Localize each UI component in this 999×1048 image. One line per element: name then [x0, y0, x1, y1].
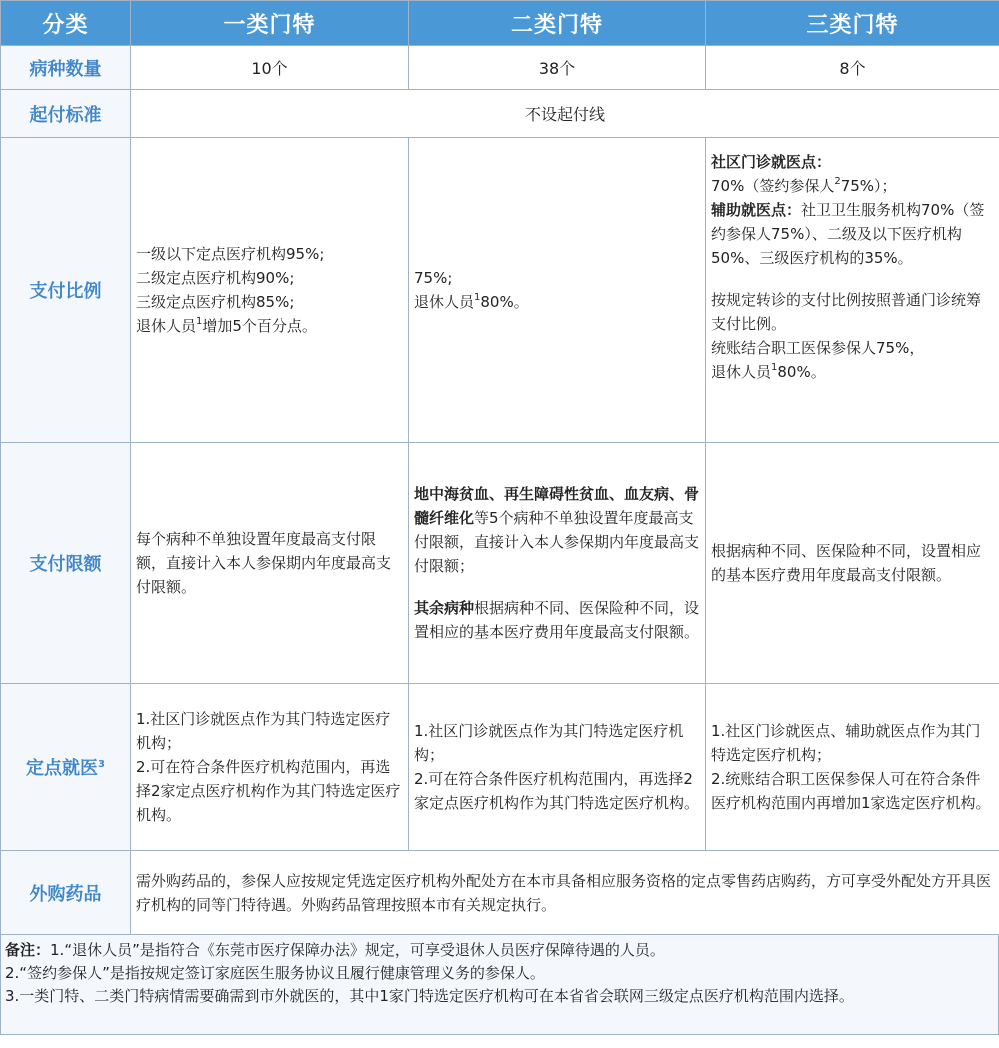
spacer [711, 270, 994, 288]
designated-type1-item1: 1.社区门诊就医点作为其门特选定医疗机构； [136, 710, 391, 752]
disease-count-type2: 38个 [409, 46, 706, 90]
designated-type3-item1: 1.社区门诊就医点、辅助就医点作为其门特选定医疗机构； [711, 722, 981, 764]
footnote-1-marker: 1 [771, 362, 778, 373]
notes-title: 备注： [5, 941, 51, 959]
designated-label: 定点就医 [26, 758, 99, 779]
footnote-1-marker: 1 [196, 316, 203, 327]
footnotes [0, 935, 999, 1035]
row-label-payment-ratio: 支付比例 [1, 138, 131, 443]
row-designated [1, 684, 999, 851]
limit-type2-text1: 等5个病种不单独设置年度最高支付限额，直接计入本人参保期内年度最高支付限额； [414, 509, 700, 575]
community-ratio-signed: 75%）； [840, 177, 897, 195]
ratio-type3-retiree [711, 360, 994, 384]
external-drugs-text: 需外购药品的，参保人应按规定凭选定医疗机构外配处方在本市具备相应服务资格的定点零售药店购药，方可享受外配处方开具医疗机构的同等门特待遇。外购药品管理按照本市有关规定执行。 [131, 851, 999, 935]
limit-type2-text2: 根据病种不同、医保险种不同，设置相应的基本医疗费用年度最高支付限额。 [414, 599, 700, 641]
row-label-external-drugs: 外购药品 [1, 851, 131, 935]
aux-point-title: 辅助就医点： [711, 201, 802, 219]
ratio-type1-line1: 一级以下定点医疗机构95%; [136, 245, 325, 263]
row-label-disease-count: 病种数量 [1, 46, 131, 90]
limit-type2-part2 [414, 596, 700, 644]
ratio-type1-line4 [136, 314, 403, 338]
payment-ratio-type3 [706, 138, 999, 443]
limit-type2-bold1: 地中海贫血、再生障碍性贫血、血友病、骨髓纤维化 [414, 485, 700, 527]
note-1-text: 1.“退休人员”是指符合《东莞市医疗保障办法》规定，可享受退休人员医疗保障待遇的人员。 [50, 941, 665, 959]
row-deductible [1, 90, 999, 138]
payment-ratio-type2 [409, 138, 706, 443]
ratio-type1-retiree-label: 退休人员 [136, 317, 197, 335]
row-payment-ratio [1, 138, 999, 443]
payment-limit-type1: 每个病种不单独设置年度最高支付限额，直接计入本人参保期内年度最高支付限额。 [131, 443, 409, 684]
note-2: 2.“签约参保人”是指按规定签订家庭医生服务协议且履行健康管理义务的参保人。 [5, 964, 545, 982]
ratio-type2-retiree-text: 80%。 [480, 293, 529, 311]
footnote-3-marker: 3 [98, 759, 105, 770]
ratio-type1-line2: 二级定点医疗机构90%; [136, 269, 295, 287]
ratio-type3-community [711, 174, 994, 198]
limit-type2-bold2: 其余病种 [414, 599, 475, 617]
ratio-type3-aux [711, 198, 994, 270]
designated-type1 [131, 684, 409, 851]
designated-type3 [706, 684, 999, 851]
footnote-1-marker: 1 [474, 292, 481, 303]
ratio-type2-line1: 75%; [414, 269, 453, 287]
ratio-type1-line3: 三级定点医疗机构85%; [136, 293, 295, 311]
community-point-title: 社区门诊就医点： [711, 153, 832, 171]
header-type3: 三类门特 [706, 1, 999, 46]
header-category: 分类 [1, 1, 131, 46]
ratio-type3-retiree-text: 80%。 [777, 363, 826, 381]
header-row [1, 1, 999, 46]
ratio-type3-retiree-label: 退休人员 [711, 363, 772, 381]
designated-type2-item2: 2.可在符合条件医疗机构范围内，再选择2家定点医疗机构作为其门特选定医疗机构。 [414, 770, 700, 812]
ratio-type3-combined: 统账结合职工医保参保人75%， [711, 339, 925, 357]
payment-limit-type2 [409, 443, 706, 684]
payment-ratio-type1 [131, 138, 409, 443]
header-type2: 二类门特 [409, 1, 706, 46]
row-label-designated [1, 684, 131, 851]
row-disease-count [1, 46, 999, 90]
limit-type2-part1 [414, 482, 700, 578]
row-payment-limit [1, 443, 999, 684]
row-label-deductible: 起付标准 [1, 90, 131, 138]
footnote-2-marker: 2 [834, 176, 841, 187]
row-label-payment-limit: 支付限额 [1, 443, 131, 684]
community-ratio-text: 70%（签约参保人 [711, 177, 835, 195]
disease-count-type1: 10个 [131, 46, 409, 90]
designated-type1-item2: 2.可在符合条件医疗机构范围内，再选择2家定点医疗机构作为其门特选定医疗机构。 [136, 758, 401, 824]
spacer [414, 578, 700, 596]
note-3: 3.一类门特、二类门特病情需要确需到市外就医的，其中1家门特选定医疗机构可在本省省会联网三级定点医疗机构范围内选择。 [5, 987, 854, 1005]
ratio-type1-retiree-text: 增加5个百分点。 [202, 317, 317, 335]
disease-count-type3: 8个 [706, 46, 999, 90]
note-1 [5, 939, 993, 962]
aux-point-text: 社卫卫生服务机构70%（签约参保人75%）、二级及以下医疗机构50%、三级医疗机构的35%。 [711, 201, 985, 267]
ratio-type2-line2 [414, 290, 700, 314]
designated-type2-item1: 1.社区门诊就医点作为其门特选定医疗机构； [414, 722, 684, 764]
ratio-type2-retiree-label: 退休人员 [414, 293, 475, 311]
payment-limit-type3: 根据病种不同、医保险种不同，设置相应的基本医疗费用年度最高支付限额。 [706, 443, 999, 684]
designated-type2 [409, 684, 706, 851]
row-external-drugs [1, 851, 999, 935]
ratio-type3-community-title [711, 150, 994, 174]
deductible-value: 不设起付线 [131, 90, 999, 138]
designated-type3-item2: 2.统账结合职工医保参保人可在符合条件医疗机构范围内再增加1家选定医疗机构。 [711, 770, 991, 812]
header-type1: 一类门特 [131, 1, 409, 46]
ratio-type3-referral: 按规定转诊的支付比例按照普通门诊统筹支付比例。 [711, 291, 982, 333]
